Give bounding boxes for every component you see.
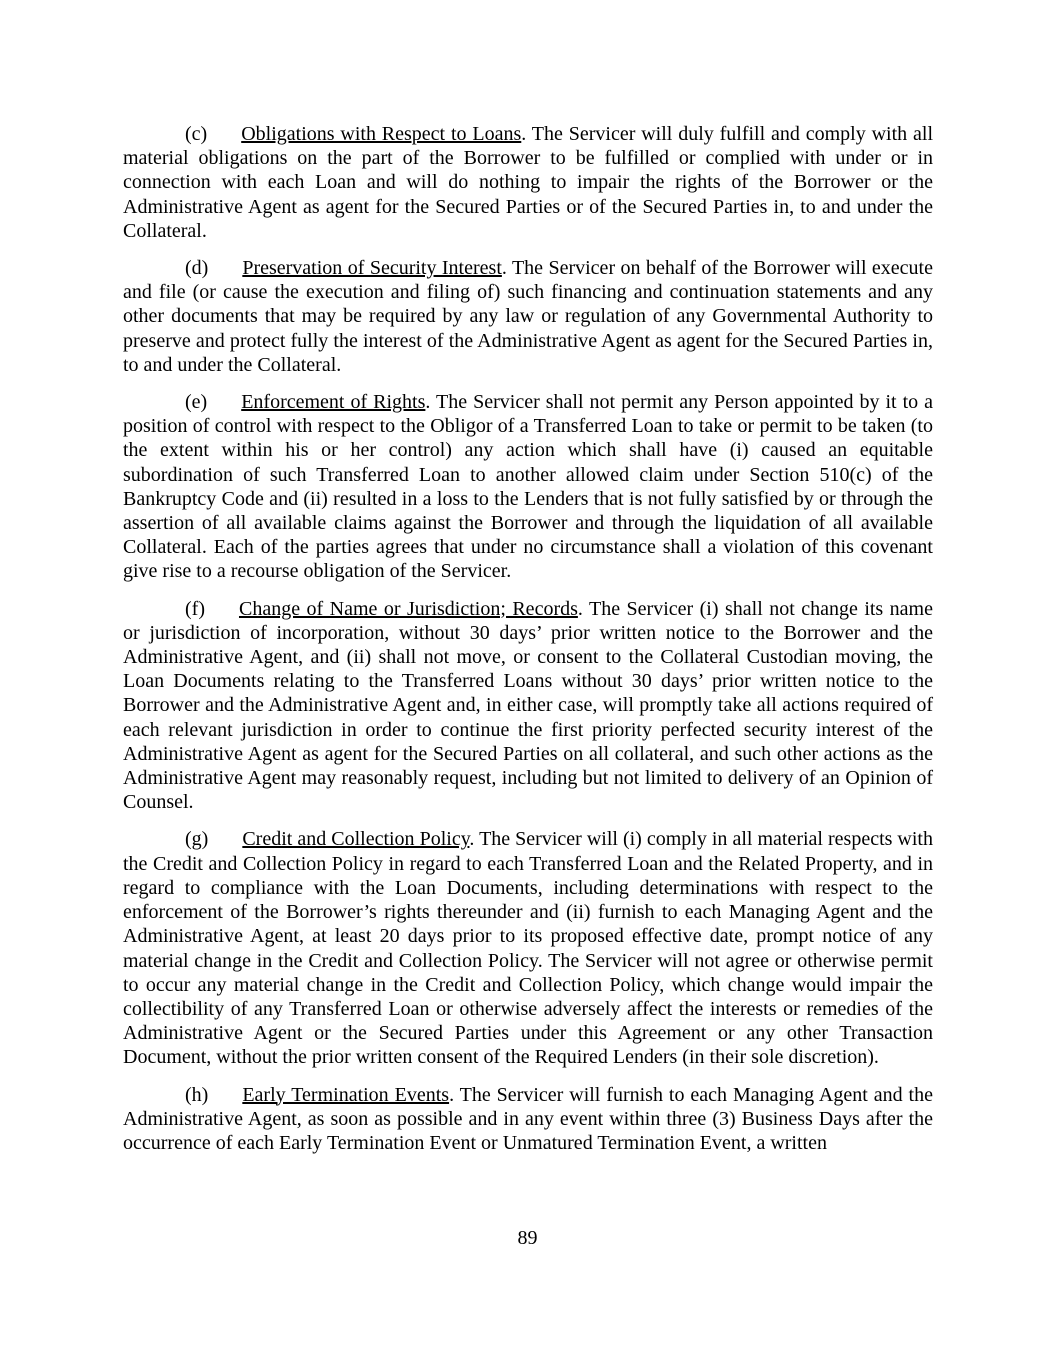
paragraph-g bbox=[123, 827, 933, 1069]
paragraph-heading: Enforcement of Rights bbox=[241, 391, 426, 414]
paragraph-heading: Change of Name or Jurisdiction; Records bbox=[238, 597, 578, 620]
paragraph-c bbox=[123, 122, 933, 243]
paragraph-f bbox=[123, 597, 933, 815]
paragraph-label: (d) bbox=[185, 257, 209, 280]
paragraph-e bbox=[123, 390, 933, 584]
paragraph-body: . The Servicer will (i) comply in all material respects with the Credit and Collection Policy in regard to each Transferred Loan and the Related Property, and in regard to compliance with the Loan Documents, including determinations with respect to the enforcement of the Borrower’s rights thereunder and (ii) furnish to each Managing Agent and the Administrative Agent, at least 20 days prior to its proposed effective date, prompt notice of any material change in the Credit and Collection Policy. The Servicer will not agree or otherwise permit to occur any material change in the Credit and Collection Policy, which change would impair the collectibility of any Transferred Loan or otherwise adversely affect the interests or remedies of the Administrative Agent or the Secured Parties under this Agreement or any other Transaction Document, without the prior written consent of the Required Lenders (in their sole discretion). bbox=[123, 828, 933, 1069]
paragraph-label: (g) bbox=[185, 828, 209, 851]
paragraph-d bbox=[123, 256, 933, 377]
paragraph-label: (h) bbox=[185, 1083, 209, 1106]
paragraph-heading: Preservation of Security Interest bbox=[242, 257, 502, 280]
paragraph-body: . The Servicer will furnish to each Managing Agent and the Administrative Agent, as soon as possible and in any event within three (3) Business Days after the occurrence of each Early Termination Event or Unmatured Termination Event, a written bbox=[123, 1083, 933, 1154]
paragraph-label: (e) bbox=[185, 391, 208, 414]
paragraph-heading: Credit and Collection Policy bbox=[242, 828, 470, 851]
paragraph-body: . The Servicer (i) shall not change its name or jurisdiction of incorporation, without 30 days’ prior written notice to the Borrower and the Administrative Agent, and (ii) shall not move, or consent to the Collateral Custodian moving, the Loan Documents relating to the Transferred Loans without 30 days’ prior written notice to the Borrower and the Administrative Agent and, in either case, will promptly take all actions required of each relevant jurisdiction in order to continue the first priority perfected security interest of the Administrative Agent as agent for the Secured Parties on all collateral, and such other actions as the Administrative Agent may reasonably request, including but not limited to delivery of an Opinion of Counsel. bbox=[123, 597, 933, 814]
paragraph-body: . The Servicer will duly fulfill and comply with all material obligations on the part of the Borrower to be fulfilled or complied with under or in connection with each Loan and will do nothing to impair the rights of the Borrower or the Administrative Agent as agent for the Secured Parties or of the Secured Parties in, to and under the Collateral. bbox=[123, 123, 933, 242]
paragraph-body: . The Servicer on behalf of the Borrower will execute and file (or cause the execution and filing of) such financing and continuation statements and any other documents that may be required by any law or regulation of any Governmental Authority to preserve and protect fully the interest of the Administrative Agent as agent for the Secured Parties in, to and under the Collateral. bbox=[123, 257, 933, 376]
paragraph-h bbox=[123, 1083, 933, 1156]
paragraph-heading: Obligations with Respect to Loans bbox=[241, 123, 522, 145]
paragraph-label: (f) bbox=[185, 597, 205, 620]
paragraph-body: . The Servicer shall not permit any Person appointed by it to a position of control with respect to the Obligor of a Transferred Loan to take or permit to be taken (to the extent within his or her control) any action which shall have (i) caused an equitable subordination of such Transferred Loan to another allowed claim under Section 510(c) of the Bankruptcy Code and (ii) resulted in a loss to the Lenders that is not fully satisfied by or through the assertion of all available claims against the Borrower and through the liquidation of all available Collateral. Each of the parties agrees that under no circumstance shall a violation of this covenant give rise to a recourse obligation of the Servicer. bbox=[123, 391, 933, 583]
paragraph-heading: Early Termination Events bbox=[242, 1083, 450, 1106]
paragraph-label: (c) bbox=[185, 123, 208, 145]
page-number: 89 bbox=[517, 1227, 538, 1249]
